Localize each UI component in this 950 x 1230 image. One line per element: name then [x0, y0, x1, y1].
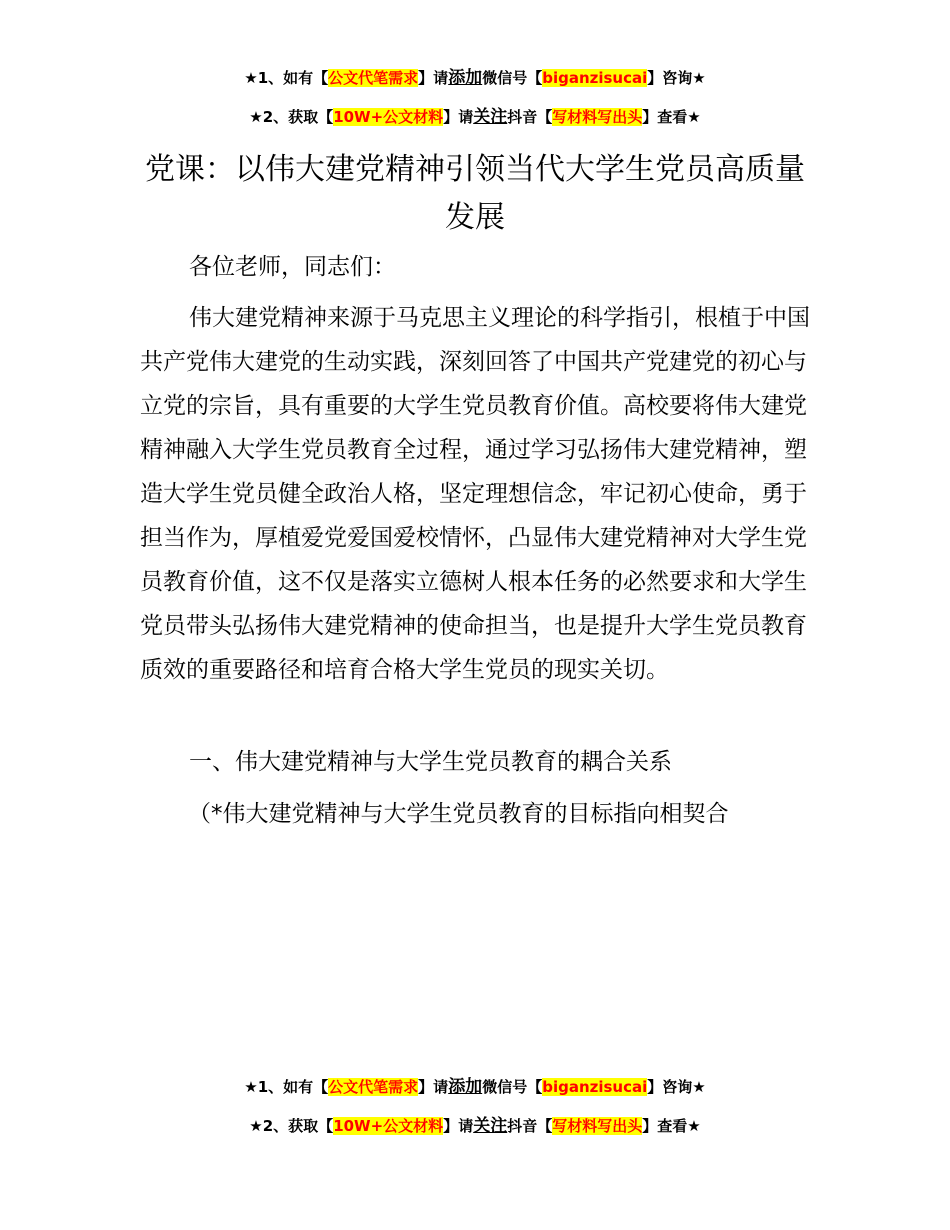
promo-underlined: 添加 — [448, 68, 483, 88]
footer-promo-line-1 — [0, 1077, 950, 1097]
promo-text: ★1、如有【 — [244, 69, 329, 87]
promo-underlined: 关注 — [473, 107, 508, 127]
header-promo-line-2 — [0, 107, 950, 127]
intro-paragraph: 伟大建党精神来源于马克思主义理论的科学指引，根植于中国共产党伟大建党的生动实践，深刻回答了中国共产党建党的初心与立党的宗旨，具有重要的大学生党员教育价值。高校要将伟大建党精神融入大学生党员教育全过程，通过学习弘扬伟大建党精神，塑造大学生党员健全政治人格，坚定理想信念，牢记初心使命，勇于担当作为，厚植爱党爱国爱校情怀，凸显伟大建党精神对大学生党员教育价值，这不仅是落实立德树人根本任务的必然要求和大学生党员带头弘扬伟大建党精神的使命担当，也是提升大学生党员教育质效的重要路径和培育合格大学生党员的现实关切。 — [140, 305, 810, 683]
promo-text: 】查看★ — [642, 1117, 701, 1135]
promo-underlined: 关注 — [473, 1116, 508, 1136]
promo-underlined: 添加 — [448, 1077, 483, 1097]
promo-douyin-id: 写材料写出头 — [552, 1117, 643, 1135]
promo-douyin-id: 写材料写出头 — [552, 108, 643, 126]
subsection-heading-1: （*伟大建党精神与大学生党员教育的目标指向相契合 — [188, 801, 729, 827]
promo-text: 抖音【 — [507, 108, 553, 126]
footer-promo-line-2 — [0, 1116, 950, 1136]
promo-text: 】请 — [443, 108, 474, 126]
promo-text: ★1、如有【 — [244, 1078, 329, 1096]
header-promo-line-1 — [0, 68, 950, 88]
promo-wechat-id: biganzisucai — [542, 69, 648, 87]
promo-text: 】请 — [418, 69, 449, 87]
promo-text: 】查看★ — [642, 108, 701, 126]
promo-highlight: 10W+公文材料 — [333, 1117, 444, 1135]
document-title: 党课：以伟大建党精神引领当代大学生党员高质量发展 — [145, 152, 805, 235]
promo-text: ★2、获取【 — [249, 108, 334, 126]
promo-highlight: 公文代笔需求 — [328, 69, 419, 87]
promo-highlight: 10W+公文材料 — [333, 108, 444, 126]
promo-highlight: 公文代笔需求 — [328, 1078, 419, 1096]
salutation: 各位老师，同志们： — [189, 254, 396, 280]
promo-text: 】请 — [443, 1117, 474, 1135]
promo-text: 】咨询★ — [647, 1078, 706, 1096]
promo-text: ★2、获取【 — [249, 1117, 334, 1135]
promo-text: 】咨询★ — [647, 69, 706, 87]
promo-text: 微信号【 — [482, 1078, 543, 1096]
section-heading-1: 一、伟大建党精神与大学生党员教育的耦合关系 — [189, 749, 672, 775]
promo-text: 抖音【 — [507, 1117, 553, 1135]
promo-text: 】请 — [418, 1078, 449, 1096]
promo-wechat-id: biganzisucai — [542, 1078, 648, 1096]
promo-text: 微信号【 — [482, 69, 543, 87]
